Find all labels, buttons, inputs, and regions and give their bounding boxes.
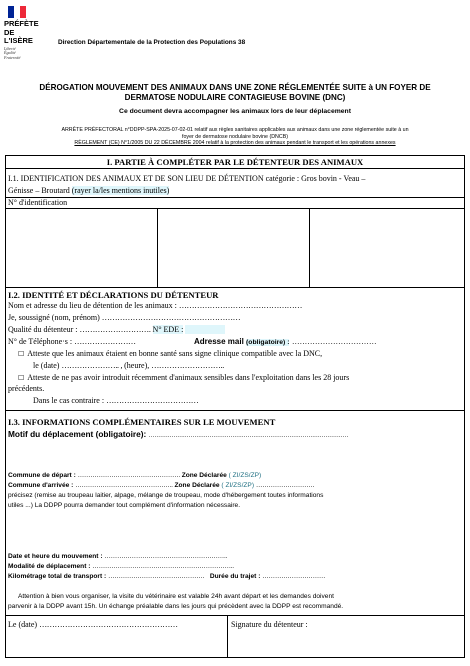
arrival-zone-values: ( ZI/ZS/ZP) (221, 482, 255, 489)
contrary-field[interactable]: ……………………………… (106, 396, 199, 405)
french-flag-icon (8, 6, 26, 18)
arrival-zone-field[interactable]: ………………………. (255, 482, 315, 489)
divider (5, 197, 465, 198)
document-title-line-1: DÉROGATION MOUVEMENT DES ANIMAUX DANS UNE ZONE RÉGLEMENTÉE SUITE à UN FOYER DE (39, 83, 431, 92)
identification-cell-3[interactable] (310, 209, 464, 286)
arrival-zone-label: Zone Déclarée (174, 482, 220, 489)
decree-reference-line-2: foyer de dermatose nodulaire bovine (DNCB) (182, 133, 288, 140)
republic-motto: Liberté Égalité Fraternité (4, 45, 21, 60)
motif-row[interactable] (8, 429, 348, 439)
identification-cell-2[interactable] (158, 209, 308, 286)
document-subtitle: Ce document devra accompagner les animaux lors de leur déplacement (119, 108, 351, 115)
km-row[interactable] (8, 573, 325, 580)
divider (5, 168, 465, 169)
part-header: I. PARTIE À COMPLÉTER PAR LE DÉTENTEUR DES ANIMAUX (106, 157, 364, 167)
signed-label: Je, soussigné (nom, prénom) (8, 313, 100, 322)
motif-note: (obligatoire): (95, 429, 147, 439)
departure-field[interactable]: …………………………………………. (77, 472, 180, 479)
prefecture-name: PRÉFÈTE DE L'ISÈRE (4, 19, 39, 46)
departure-label: Commune de départ : (8, 472, 76, 479)
signature-date-field[interactable]: ……………………………………………… (39, 620, 178, 629)
arrival-field[interactable]: ……………………………………….. (75, 482, 173, 489)
attestation-date-label: le (date) (33, 361, 60, 370)
datetime-row[interactable] (8, 553, 227, 560)
quality-field[interactable]: ………………………. (79, 325, 151, 334)
arrival-label: Commune d'arrivée : (8, 482, 74, 489)
divider (5, 410, 465, 411)
attestation-date-row[interactable] (33, 361, 224, 370)
divider (5, 287, 465, 288)
phone-row[interactable] (8, 337, 136, 346)
quality-row[interactable] (8, 325, 225, 334)
contrary-row[interactable] (33, 396, 198, 405)
ede-label: N° EDE : (152, 325, 184, 334)
category-options: Génisse – Broutard (8, 186, 70, 195)
category-options-line (8, 186, 169, 195)
email-field[interactable]: …………………………… (291, 337, 377, 346)
precision-line-1: précisez (remise au troupeau laitier, alpage, mélange de troupeau, mode d'hébergement toutes informations (8, 492, 324, 499)
attestation-health-text: Atteste que les animaux étaient en bonne santé sans signe clinique compatible avec la DNC, (27, 349, 323, 358)
document-title (4, 83, 466, 104)
duration-field[interactable]: ………………………… (262, 573, 326, 580)
motif-label: Motif du déplacement (8, 429, 94, 439)
attestation-introduction-row (18, 373, 349, 382)
attestation-hour-field[interactable]: ……………………….. (151, 361, 224, 370)
modality-field[interactable]: ………………………………………………………….. (92, 563, 234, 570)
datetime-field[interactable]: ………………………………………………….. (104, 553, 228, 560)
organisation-note-line-2: parvenir à la DDPP avant 15h. Un échange préalable dans les jours qui précèdent avec la DDPP est recommandé. (8, 603, 344, 610)
quality-label: Qualité du détenteur : (8, 325, 78, 334)
attestation-health-checkbox[interactable]: ☐ (18, 350, 25, 358)
precision-line-2: utiles ...) La DDPP pourra demander tout complément d'information nécessaire. (8, 502, 241, 509)
email-label: Adresse mail (194, 337, 244, 346)
organisation-note-line-1: Attention à bien vous organiser, la visite du vétérinaire est valable 24h avant départ et les demandes doivent (18, 593, 334, 600)
departure-zone-values: ( ZI/ZS/ZP) (228, 472, 262, 479)
identification-number-label: N° d'identification (8, 198, 68, 207)
modality-row[interactable] (8, 563, 234, 570)
duration-label: Durée du trajet : (209, 573, 261, 580)
km-label: Kilométrage total de transport : (8, 573, 107, 580)
phone-label: N° de Téléphone·s : (8, 337, 73, 346)
decree-reference-line-1: ARRÊTE PRÉFECTORAL n°DDPP-SPA-2025-07-02-01 relatif aux règles sanitaires applicables aux animaux dans une zone réglementée suite à un (61, 127, 409, 133)
flag-red-band (20, 6, 26, 18)
direction-name: Direction Départementale de la Protection des Populations 38 (58, 39, 246, 46)
email-row[interactable] (194, 337, 376, 346)
contrary-label: Dans le cas contraire : (33, 396, 105, 405)
prefecture-logo (4, 6, 54, 61)
motif-field[interactable]: …………………………………………………………………………………………… (148, 433, 349, 439)
holder-signature-box[interactable] (228, 632, 464, 657)
modality-label: Modalité de déplacement : (8, 563, 91, 570)
name-address-field[interactable]: ………………………………………… (178, 301, 303, 310)
identification-cell-1[interactable] (6, 209, 156, 286)
km-field[interactable]: ………………………………………. (108, 573, 204, 580)
holder-signature-label: Signature du détenteur : (231, 620, 308, 629)
attestation-introduction-checkbox[interactable]: ☐ (18, 374, 25, 382)
attestation-hour-label: (heure), (124, 361, 150, 370)
name-address-row[interactable] (8, 301, 302, 310)
attestation-date-field[interactable]: ………………….. , (61, 361, 123, 370)
document-title-line-2: DERMATOSE NODULAIRE CONTAGIEUSE BOVINE (DNC) (124, 93, 346, 103)
legal-references (4, 127, 466, 147)
category-note: (rayer la/les mentions inutiles) (71, 186, 170, 195)
attestation-health-row (18, 349, 322, 358)
phone-field[interactable]: …………………… (74, 337, 136, 346)
section-1-title: I.1. IDENTIFICATION DES ANIMAUX ET DE SON LIEU DE DÉTENTION (8, 174, 264, 183)
section-2-title: I.2. IDENTITÉ ET DÉCLARATIONS DU DÉTENTEUR (8, 290, 219, 300)
attestation-introduction-text: Atteste de ne pas avoir introduit récemment d'animaux sensibles dans l'exploitation dans les 28 jours (27, 373, 350, 382)
section-1-title-line (8, 174, 365, 183)
signed-row[interactable] (8, 313, 240, 322)
signed-name-field[interactable]: ……………………………………………… (101, 313, 241, 322)
ede-field[interactable] (185, 325, 225, 334)
datetime-label: Date et heure du mouvement : (8, 553, 103, 560)
regulation-reference: RÈGLEMENT (CE) N°1/2005 DU 22 DÉCEMBRE 2004 relatif à la protection des animaux pendant le transport et les opérations annexes (74, 140, 396, 146)
section-3-title: I.3. INFORMATIONS COMPLÉMENTAIRES SUR LE MOUVEMENT (8, 417, 276, 427)
name-address-label: Nom et adresse du lieu de détention de les animaux : (8, 301, 177, 310)
arrival-row[interactable] (8, 482, 314, 489)
attestation-introduction-continued: précédents. (8, 384, 45, 393)
category-label: catégorie : Gros bovin - Veau – (265, 174, 366, 183)
signature-date-label: Le (date) (8, 620, 38, 629)
departure-row[interactable] (8, 472, 261, 479)
email-note: (obligatoire) : (246, 339, 290, 346)
divider (5, 615, 465, 616)
departure-zone-label: Zone Déclarée (181, 472, 227, 479)
signature-date-row[interactable] (8, 620, 178, 629)
